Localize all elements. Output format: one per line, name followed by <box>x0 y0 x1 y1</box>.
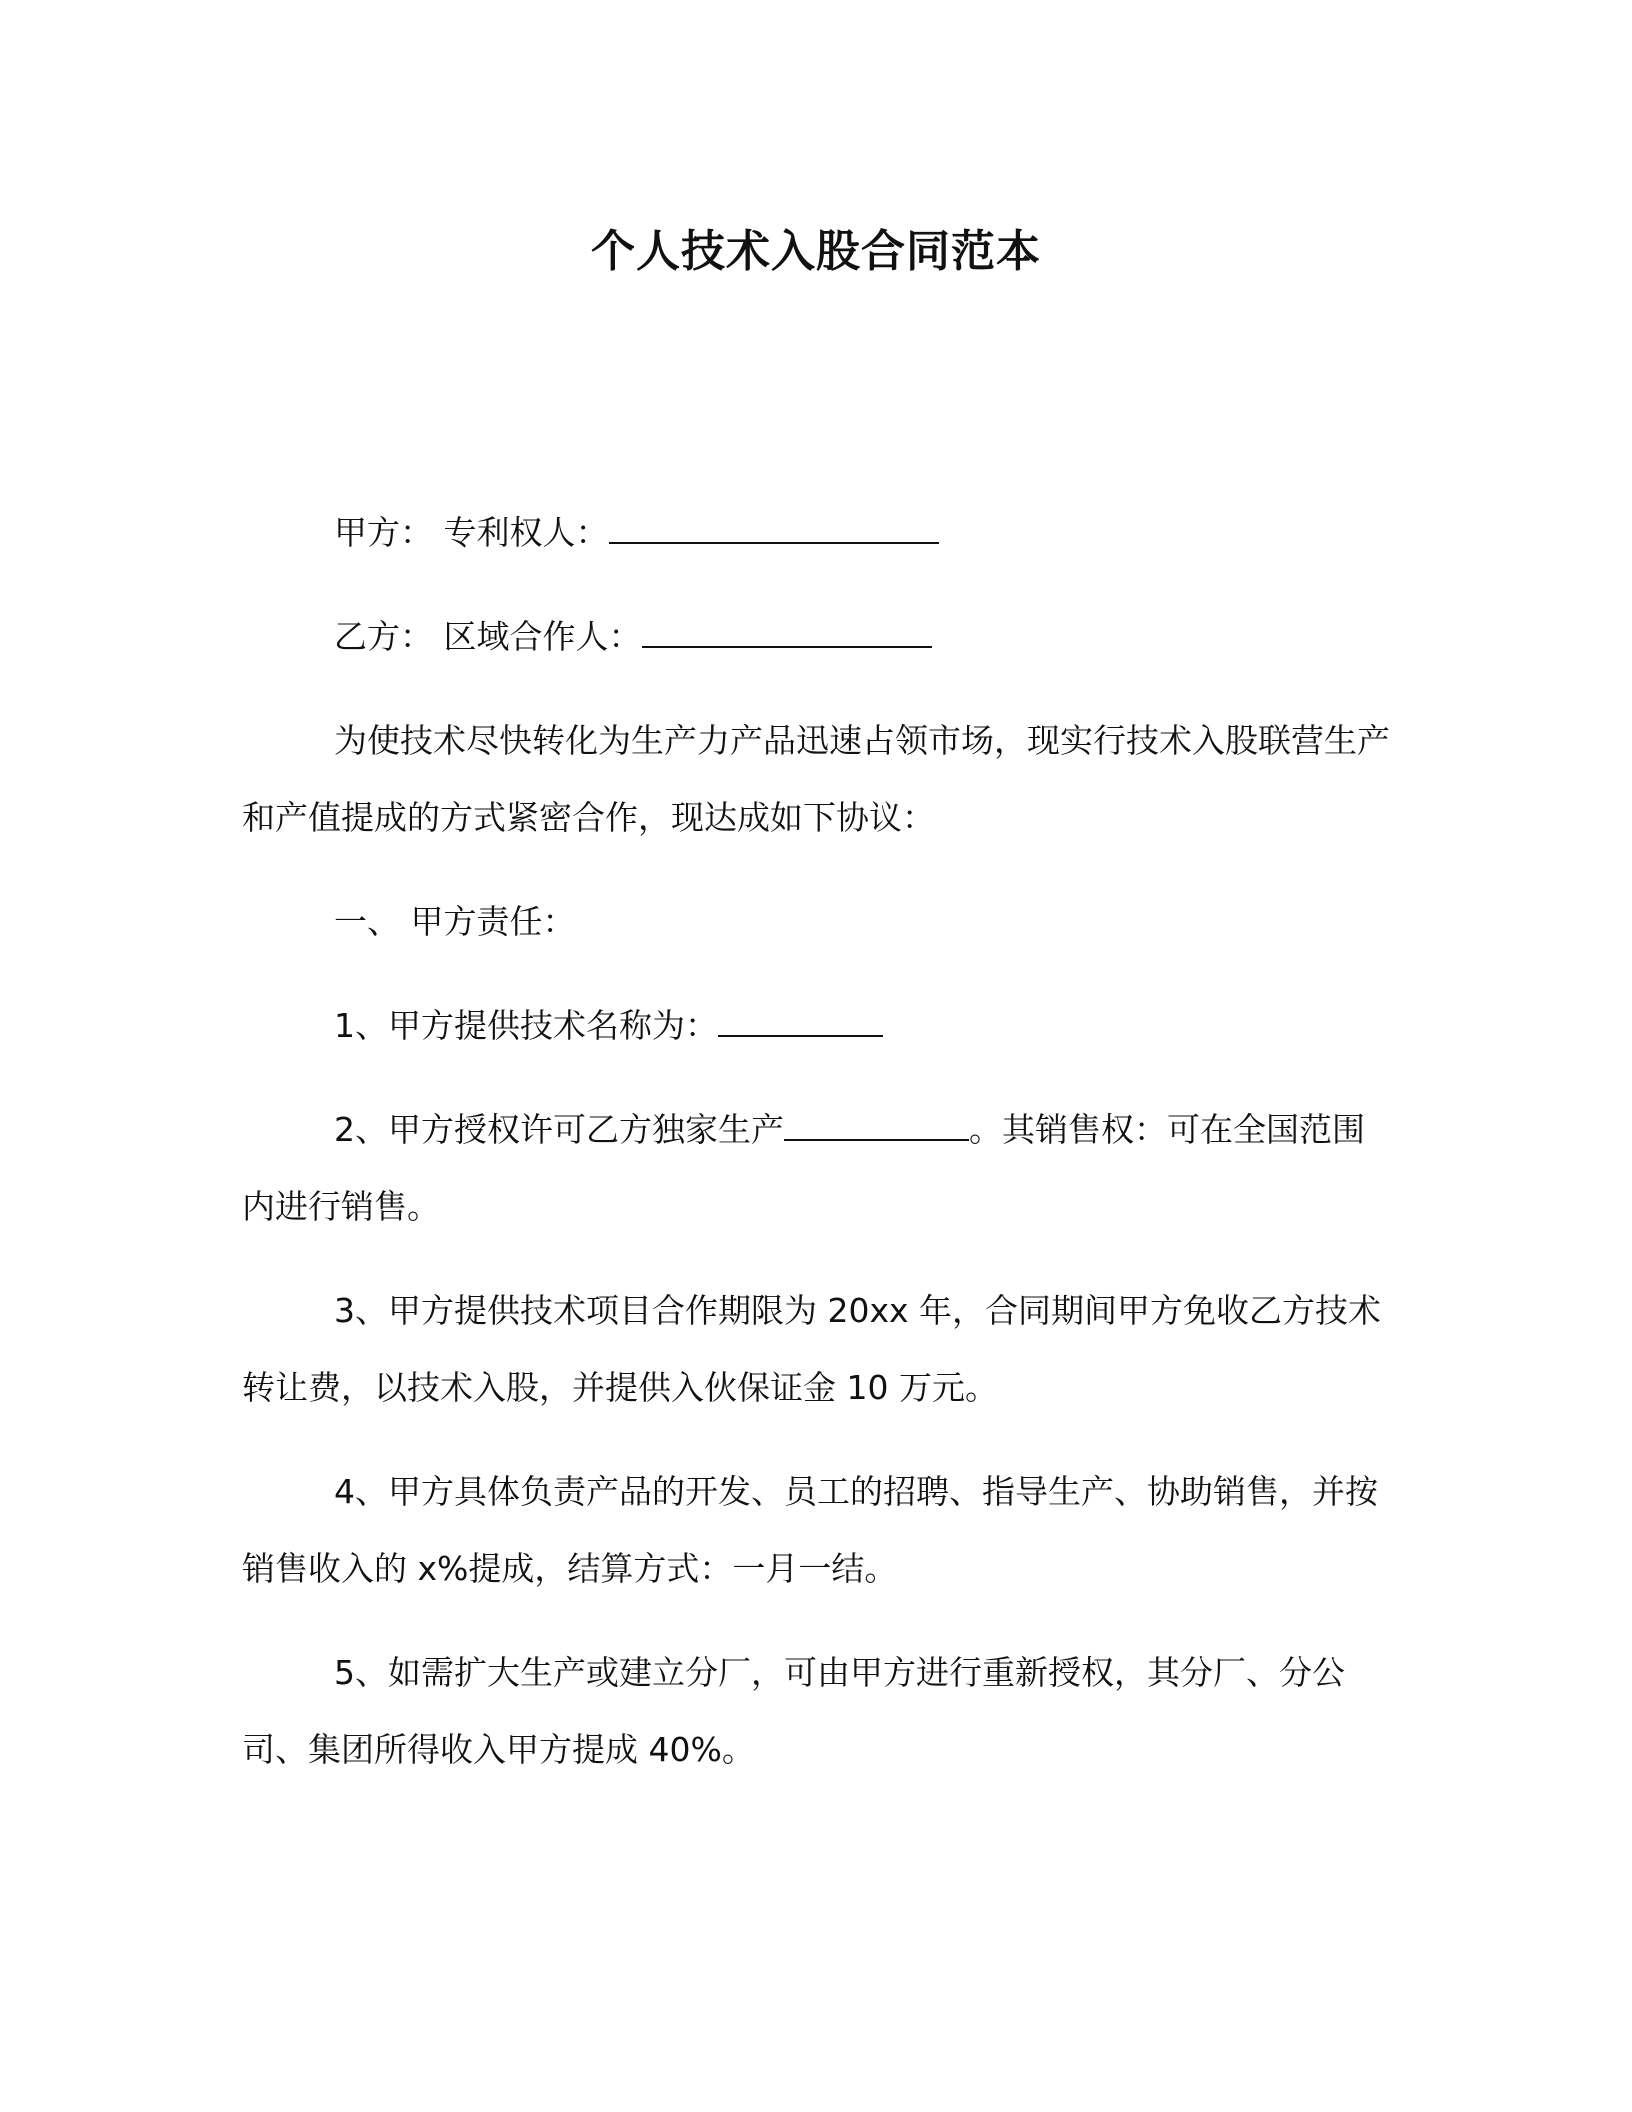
clause-3: 3、甲方提供技术项目合作期限为 20xx 年，合同期间甲方免收乙方技术转让费，以技术入股，并提供入伙保证金 10 万元。 <box>242 1291 1382 1407</box>
party-b-blank <box>642 616 932 648</box>
clause-2-blank <box>784 1109 969 1141</box>
party-a-blank <box>609 512 939 544</box>
party-a-label: 甲方： 专利权人： <box>334 513 609 552</box>
clause-2 <box>242 1091 1392 1245</box>
party-a-line <box>242 494 1392 571</box>
clause-5: 5、如需扩大生产或建立分厂，可由甲方进行重新授权，其分厂、分公司、集团所得收入甲方提成 40%。 <box>242 1653 1345 1769</box>
clause-2-suffix: 。其销售权：可在全国范围内进行销售。 <box>242 1110 1365 1226</box>
party-b-line <box>242 598 1392 675</box>
clause-1-blank <box>718 1005 883 1037</box>
clause-4: 4、甲方具体负责产品的开发、员工的招聘、指导生产、协助销售，并按销售收入的 x%提成，结算方式：一月一结。 <box>242 1472 1378 1588</box>
section-heading: 一、 甲方责任： <box>334 902 576 941</box>
document-title: 个人技术入股合同范本 <box>591 226 1041 277</box>
clause-1-text: 1、甲方提供技术名称为： <box>334 1006 718 1045</box>
document-body <box>242 494 1392 1815</box>
clause-2-text: 2、甲方授权许可乙方独家生产 <box>334 1110 784 1149</box>
clause-1 <box>242 987 1392 1064</box>
intro-paragraph: 为使技术尽快转化为生产力产品迅速占领市场，现实行技术入股联营生产和产值提成的方式紧密合作，现达成如下协议： <box>242 721 1390 837</box>
party-b-label: 乙方： 区域合作人： <box>334 617 642 656</box>
